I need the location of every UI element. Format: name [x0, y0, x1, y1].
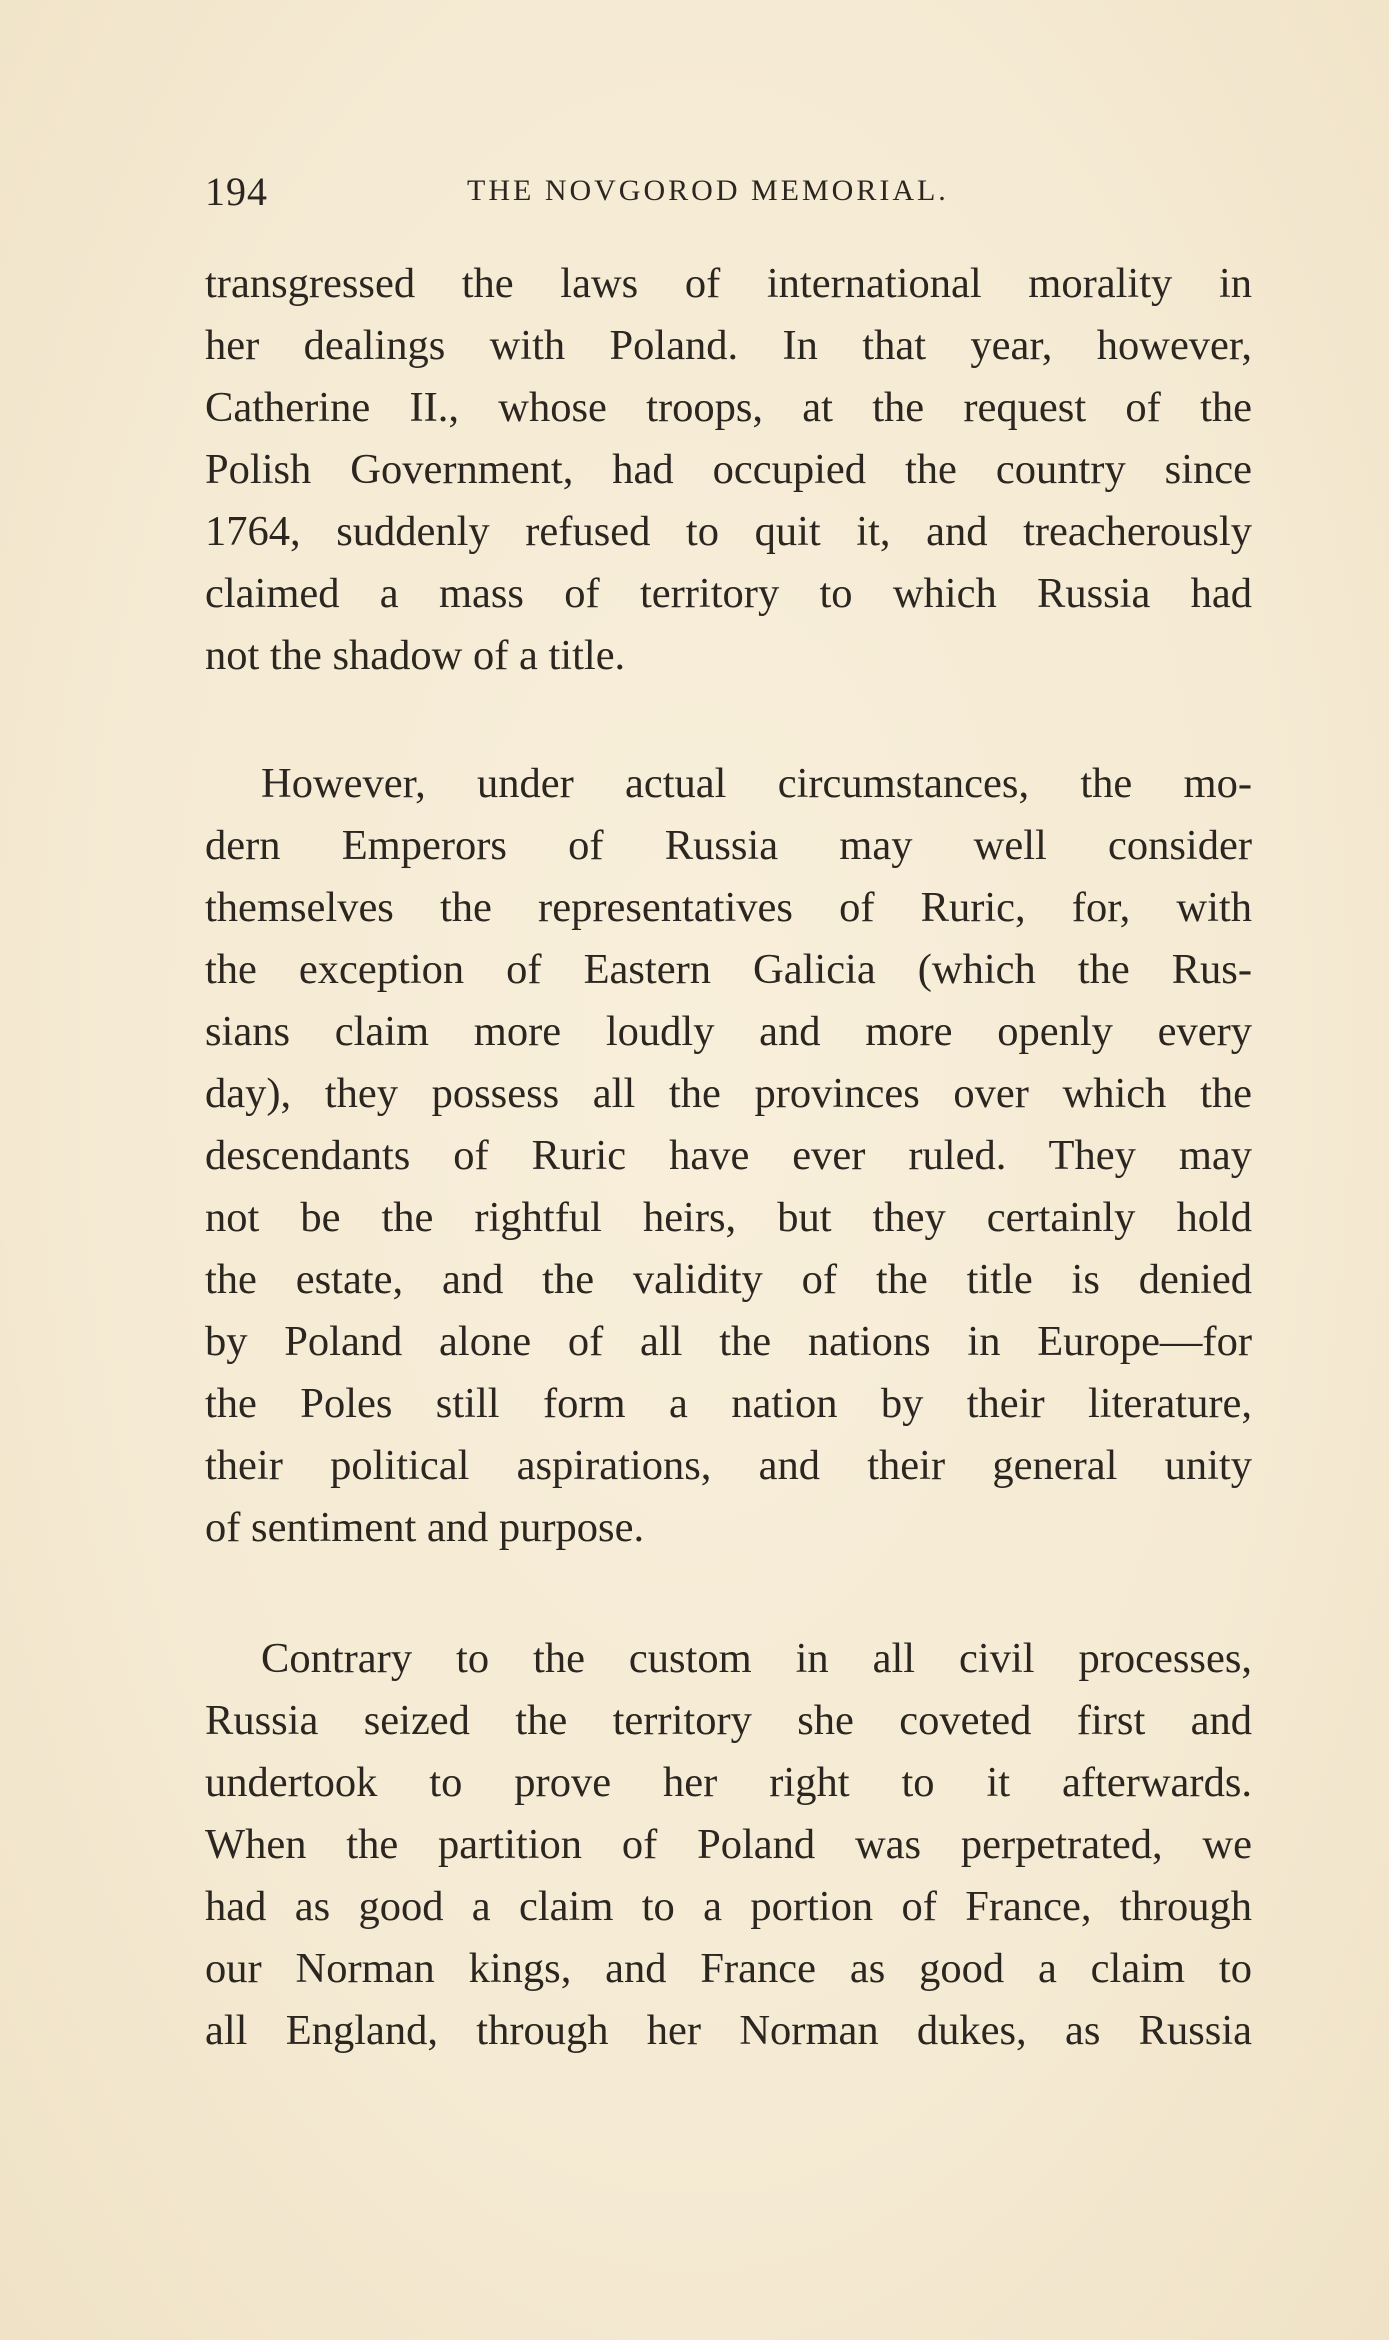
text-line: When the partition of Poland was perpetrated, we	[205, 1821, 1252, 1868]
text-line: descendants of Ruric have ever ruled. They may	[205, 1132, 1252, 1179]
text-line: Polish Government, had occupied the country since	[205, 446, 1252, 493]
page-number: 194	[205, 169, 268, 214]
text-line: of sentiment and purpose.	[205, 1504, 645, 1551]
text-line: all England, through her Norman dukes, as Russia	[205, 2007, 1252, 2054]
text-line: the Poles still form a nation by their literature,	[205, 1380, 1252, 1427]
text-line: sians claim more loudly and more openly every	[205, 1008, 1252, 1055]
text-line: 1764, suddenly refused to quit it, and treacherously	[205, 508, 1252, 555]
paragraph-1	[205, 253, 1252, 687]
text-line: transgressed the laws of international morality in	[205, 260, 1252, 307]
text-line: by Poland alone of all the nations in Europe—for	[205, 1318, 1252, 1365]
text-line: Russia seized the territory she coveted first and	[205, 1697, 1252, 1744]
text-line: their political aspirations, and their general unity	[205, 1442, 1252, 1489]
text-line: claimed a mass of territory to which Russia had	[205, 570, 1252, 617]
paragraph-3	[205, 1628, 1252, 2062]
text-line: undertook to prove her right to it afterwards.	[205, 1759, 1252, 1806]
text-line: not the shadow of a title.	[205, 632, 626, 679]
text-line: Catherine II., whose troops, at the request of the	[205, 384, 1252, 431]
text-line: not be the rightful heirs, but they certainly hold	[205, 1194, 1252, 1241]
text-line: themselves the representatives of Ruric, for, with	[205, 884, 1252, 931]
text-line: the exception of Eastern Galicia (which the Rus-	[205, 946, 1252, 993]
text-line: However, under actual circumstances, the mo-	[261, 760, 1252, 807]
running-title: THE NOVGOROD MEMORIAL.	[467, 174, 949, 207]
text-line: Contrary to the custom in all civil processes,	[261, 1635, 1252, 1682]
text-line: the estate, and the validity of the title is denied	[205, 1256, 1252, 1303]
text-line: her dealings with Poland. In that year, however,	[205, 322, 1252, 369]
text-line: our Norman kings, and France as good a claim to	[205, 1945, 1252, 1992]
page-header	[205, 168, 1250, 216]
text-line: had as good a claim to a portion of France, through	[205, 1883, 1252, 1930]
text-line: dern Emperors of Russia may well consider	[205, 822, 1252, 869]
text-line: day), they possess all the provinces over which the	[205, 1070, 1252, 1117]
paragraph-2	[205, 753, 1252, 1559]
